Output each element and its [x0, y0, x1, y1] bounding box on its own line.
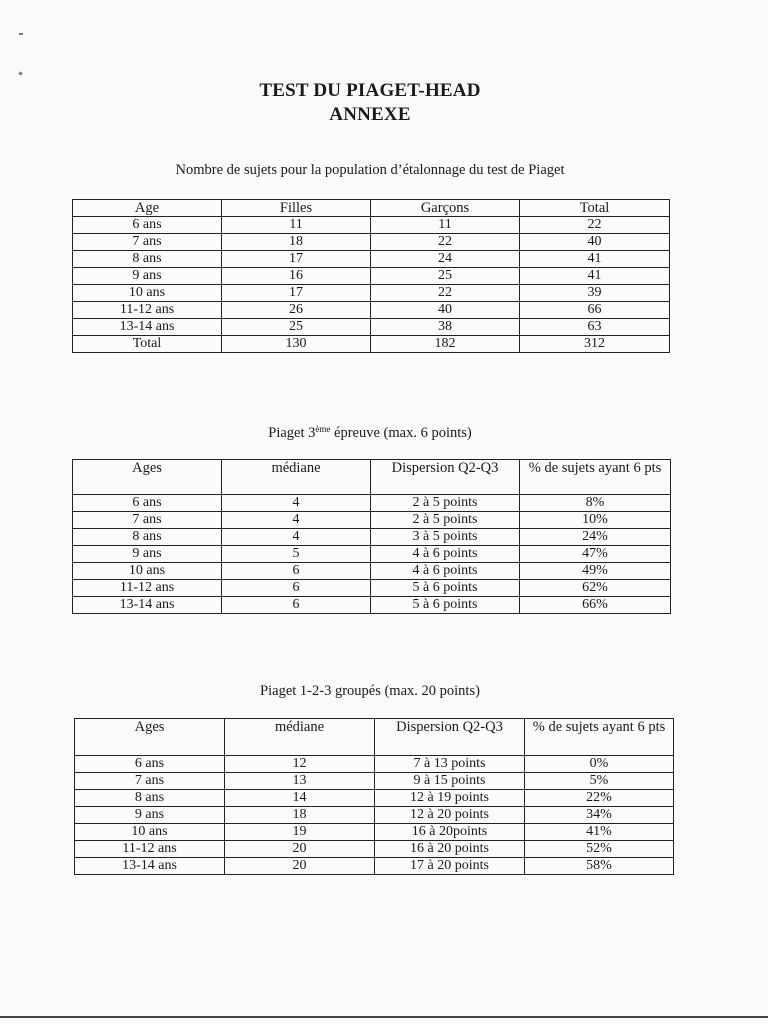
table-cell: Total [73, 336, 222, 353]
table-cell: 11 [371, 217, 520, 234]
column-header: Dispersion Q2-Q3 [375, 719, 525, 756]
table-cell: 22 [371, 234, 520, 251]
table-cell: 0% [525, 756, 674, 773]
table-cell: 6 ans [73, 495, 222, 512]
table-cell: 9 ans [73, 268, 222, 285]
table-cell: 6 ans [75, 756, 225, 773]
table-cell: 8 ans [75, 790, 225, 807]
table-cell: 2 à 5 points [371, 495, 520, 512]
scan-speck-bottom [18, 71, 22, 75]
table-cell: 8 ans [73, 251, 222, 268]
column-header: Ages [75, 719, 225, 756]
table-cell: 52% [525, 841, 674, 858]
column-header: Filles [222, 200, 371, 217]
table-cell: 182 [371, 336, 520, 353]
table-cell: 4 [222, 512, 371, 529]
table-cell: 13-14 ans [73, 319, 222, 336]
table-header-row [75, 719, 674, 756]
table-cell: 9 à 15 points [375, 773, 525, 790]
scan-speck-top [19, 33, 23, 35]
table-cell: 4 à 6 points [371, 563, 520, 580]
table-cell: 10 ans [73, 563, 222, 580]
table-cell: 6 ans [73, 217, 222, 234]
table-row [73, 217, 670, 234]
table-row [73, 495, 671, 512]
table-row [73, 563, 671, 580]
table-row [75, 807, 674, 824]
page-title-line1: TEST DU PIAGET-HEAD [259, 80, 481, 101]
table-cell: 16 à 20 points [375, 841, 525, 858]
table-cell: 7 ans [73, 234, 222, 251]
table-cell: 5 à 6 points [371, 580, 520, 597]
table-row [73, 234, 670, 251]
population-table [72, 199, 670, 353]
table-cell: 11-12 ans [75, 841, 225, 858]
table-cell: 63 [520, 319, 670, 336]
table-row [73, 512, 671, 529]
table-row [73, 336, 670, 353]
page-title-line2: ANNEXE [329, 104, 411, 125]
table-cell: 62% [520, 580, 671, 597]
table-cell: 17 à 20 points [375, 858, 525, 875]
table2-caption [0, 424, 740, 442]
table-cell: 12 [225, 756, 375, 773]
table-row [75, 824, 674, 841]
table-cell: 10 ans [75, 824, 225, 841]
table-cell: 6 [222, 580, 371, 597]
scan-bottom-edge [0, 1016, 768, 1018]
piaget123-table-body [75, 719, 674, 875]
table-cell: 38 [371, 319, 520, 336]
table-cell: 312 [520, 336, 670, 353]
table-cell: 17 [222, 251, 371, 268]
table-cell: 49% [520, 563, 671, 580]
column-header: % de sujets ayant 6 pts [525, 719, 674, 756]
column-header: % de sujets ayant 6 pts [520, 460, 671, 495]
table-row [75, 858, 674, 875]
table-cell: 47% [520, 546, 671, 563]
piaget3-table-body [73, 460, 671, 614]
table-cell: 25 [371, 268, 520, 285]
table-cell: 4 [222, 495, 371, 512]
table-cell: 13-14 ans [73, 597, 222, 614]
table-cell: 22% [525, 790, 674, 807]
population-table-body [73, 200, 670, 353]
table-row [73, 319, 670, 336]
table-row [73, 529, 671, 546]
piaget3-table [72, 459, 671, 614]
table-cell: 7 ans [73, 512, 222, 529]
column-header: Age [73, 200, 222, 217]
table-cell: 24% [520, 529, 671, 546]
table-cell: 6 [222, 597, 371, 614]
table1-caption: Nombre de sujets pour la population d’étalonnage du test de Piaget [175, 162, 565, 178]
table-header-row [73, 200, 670, 217]
table-cell: 20 [225, 841, 375, 858]
table-cell: 11-12 ans [73, 580, 222, 597]
table-header-row [73, 460, 671, 495]
table-cell: 18 [222, 234, 371, 251]
table-cell: 14 [225, 790, 375, 807]
table-row [75, 841, 674, 858]
table-cell: 40 [520, 234, 670, 251]
table-cell: 13-14 ans [75, 858, 225, 875]
table-cell: 7 ans [75, 773, 225, 790]
table-cell: 22 [520, 217, 670, 234]
table-cell: 66% [520, 597, 671, 614]
table-cell: 5 à 6 points [371, 597, 520, 614]
table-cell: 22 [371, 285, 520, 302]
table-cell: 3 à 5 points [371, 529, 520, 546]
table-cell: 9 ans [73, 546, 222, 563]
table-cell: 11 [222, 217, 371, 234]
table-cell: 12 à 20 points [375, 807, 525, 824]
table-cell: 20 [225, 858, 375, 875]
table-cell: 18 [225, 807, 375, 824]
column-header: Dispersion Q2-Q3 [371, 460, 520, 495]
table-cell: 17 [222, 285, 371, 302]
table-cell: 5 [222, 546, 371, 563]
table-cell: 25 [222, 319, 371, 336]
table-row [73, 597, 671, 614]
table-row [75, 773, 674, 790]
table-cell: 24 [371, 251, 520, 268]
column-header: médiane [225, 719, 375, 756]
table-cell: 40 [371, 302, 520, 319]
table-cell: 34% [525, 807, 674, 824]
table-cell: 5% [525, 773, 674, 790]
table-row [75, 756, 674, 773]
column-header: Total [520, 200, 670, 217]
table-cell: 13 [225, 773, 375, 790]
table-cell: 130 [222, 336, 371, 353]
table-cell: 16 à 20points [375, 824, 525, 841]
table2-caption-suffix: épreuve (max. 6 points) [330, 425, 472, 441]
table-row [73, 285, 670, 302]
table-cell: 16 [222, 268, 371, 285]
table-cell: 10% [520, 512, 671, 529]
table-row [73, 268, 670, 285]
column-header: Garçons [371, 200, 520, 217]
table-row [73, 546, 671, 563]
piaget123-table [74, 718, 674, 875]
table2-caption-prefix: Piaget 3 [268, 425, 316, 441]
table-row [73, 580, 671, 597]
table-row [73, 251, 670, 268]
table-cell: 8 ans [73, 529, 222, 546]
table-cell: 10 ans [73, 285, 222, 302]
column-header: médiane [222, 460, 371, 495]
table-cell: 26 [222, 302, 371, 319]
column-header: Ages [73, 460, 222, 495]
table-cell: 4 [222, 529, 371, 546]
table-cell: 7 à 13 points [375, 756, 525, 773]
table-cell: 58% [525, 858, 674, 875]
table3-caption: Piaget 1-2-3 groupés (max. 20 points) [260, 683, 480, 699]
table-cell: 41 [520, 251, 670, 268]
table-cell: 9 ans [75, 807, 225, 824]
table-cell: 12 à 19 points [375, 790, 525, 807]
table-cell: 6 [222, 563, 371, 580]
table-row [73, 302, 670, 319]
table-cell: 39 [520, 285, 670, 302]
table-cell: 2 à 5 points [371, 512, 520, 529]
table-cell: 11-12 ans [73, 302, 222, 319]
table-cell: 41 [520, 268, 670, 285]
table-cell: 8% [520, 495, 671, 512]
table-row [75, 790, 674, 807]
table-cell: 41% [525, 824, 674, 841]
table-cell: 19 [225, 824, 375, 841]
table-cell: 66 [520, 302, 670, 319]
table2-caption-sup: ème [315, 424, 331, 434]
table-cell: 4 à 6 points [371, 546, 520, 563]
